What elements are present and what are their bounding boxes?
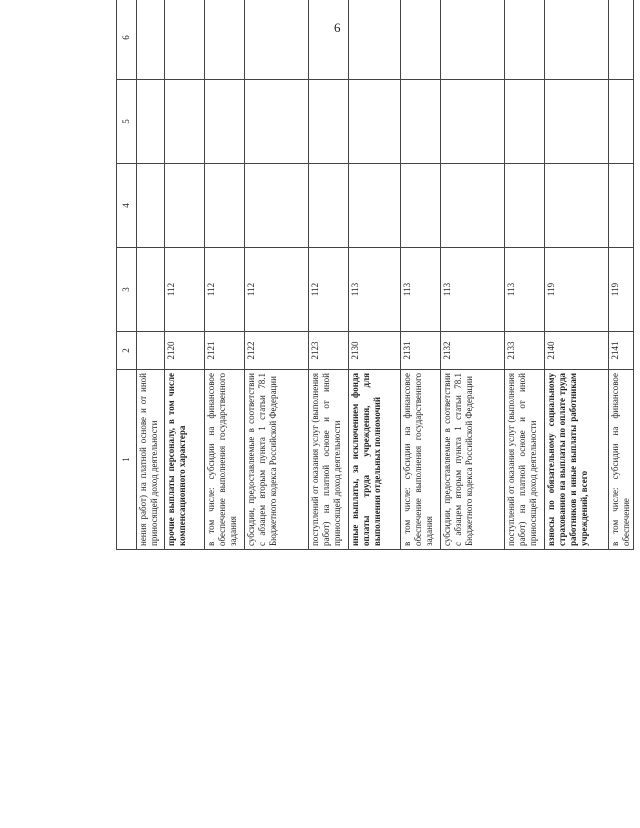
row-cell	[505, 164, 545, 248]
row-description	[349, 370, 401, 550]
table-row	[245, 0, 309, 550]
row-kbk: 113	[349, 248, 401, 332]
row-kbk: 113	[441, 248, 505, 332]
header-cell: 2	[117, 332, 137, 370]
row-cell	[309, 80, 349, 164]
row-description: в том числе: субсидии на финансовое обеспечение	[609, 370, 634, 550]
table-row	[205, 0, 245, 550]
row-code: 2131	[401, 332, 441, 370]
row-cell	[205, 164, 245, 248]
row-cell	[401, 164, 441, 248]
row-description: в том числе: субсидии на финансовое обеспечение выполнения государственного задания	[401, 370, 441, 550]
header-cell: 1	[117, 370, 137, 550]
row-code: 2122	[245, 332, 309, 370]
table-row	[309, 0, 349, 550]
row-cell	[245, 164, 309, 248]
table-row	[609, 0, 634, 550]
header-cell: 3	[117, 248, 137, 332]
table-body	[137, 0, 634, 550]
row-cell	[165, 164, 205, 248]
table-row	[349, 0, 401, 550]
row-code: 2133	[505, 332, 545, 370]
table-row	[441, 0, 505, 550]
row-kbk: 113	[401, 248, 441, 332]
row-kbk: 119	[609, 248, 634, 332]
row-kbk: 112	[205, 248, 245, 332]
row-code: 2121	[205, 332, 245, 370]
row-description	[165, 370, 205, 550]
row-cell	[441, 0, 505, 80]
row-description	[545, 370, 609, 550]
row-cell	[349, 0, 401, 80]
row-description: субсидии, предоставляемые в соответствии с абзацем вторым пункта 1 статьи 78.1 Бюджетного кодекса Российской Федерации	[245, 370, 309, 550]
financial-table	[116, 0, 634, 550]
row-cell	[609, 0, 634, 80]
row-description: нения работ) на платной основе и от иной приносящей доход деятельности	[137, 370, 165, 550]
table-row	[401, 0, 441, 550]
row-cell	[309, 164, 349, 248]
row-kbk: 112	[245, 248, 309, 332]
table-wrapper	[116, 35, 631, 824]
row-description-bold: прочие выплаты персоналу, в том числе компенсационного характера	[166, 373, 187, 546]
header-row	[117, 0, 137, 550]
row-cell	[609, 80, 634, 164]
row-description: поступлений от оказания услуг (выполнения работ) на платной основе и от иной приносящей доход деятельности	[505, 370, 545, 550]
row-code: 2132	[441, 332, 505, 370]
page-number: 6	[334, 20, 341, 35]
row-description: поступлений от оказания услуг (выполнения работ) на платной основе и от иной приносящей доход деятельности	[309, 370, 349, 550]
row-cell	[349, 164, 401, 248]
table-row	[137, 0, 165, 550]
row-cell	[609, 164, 634, 248]
row-description-bold: взносы по обязательному социальному страхованию на выплаты по оплате труда работников и иные выплаты работникам учреждений, всего	[546, 373, 589, 546]
table-row	[505, 0, 545, 550]
row-cell	[545, 164, 609, 248]
row-cell	[205, 0, 245, 80]
row-cell	[349, 80, 401, 164]
row-cell	[165, 0, 205, 80]
row-cell	[137, 80, 165, 164]
row-kbk: 113	[505, 248, 545, 332]
header-cell: 5	[117, 80, 137, 164]
row-cell	[545, 80, 609, 164]
row-cell	[441, 80, 505, 164]
row-cell	[505, 0, 545, 80]
row-cell	[137, 0, 165, 80]
row-cell	[165, 80, 205, 164]
table-row	[545, 0, 609, 550]
rotated-table	[116, 0, 631, 550]
row-cell	[401, 80, 441, 164]
row-description: субсидии, предоставляемые в соответствии с абзацем вторым пункта 1 статьи 78.1 Бюджетного кодекса Российской Федерации	[441, 370, 505, 550]
header-cell: 4	[117, 164, 137, 248]
row-cell	[245, 80, 309, 164]
row-cell	[309, 0, 349, 80]
row-description: в том числе: субсидии на финансовое обеспечение выполнения государственного задания	[205, 370, 245, 550]
row-code: 2141	[609, 332, 634, 370]
row-cell	[137, 164, 165, 248]
table-row	[165, 0, 205, 550]
row-code	[137, 332, 165, 370]
row-code: 2120	[165, 332, 205, 370]
row-description-bold: иные выплаты, за исключением фонда оплаты труда учреждения, для выполнения отдельных полномочий	[350, 373, 382, 546]
row-kbk	[137, 248, 165, 332]
row-cell	[205, 80, 245, 164]
row-code: 2140	[545, 332, 609, 370]
row-cell	[441, 164, 505, 248]
row-cell	[245, 0, 309, 80]
header-cell: 6	[117, 0, 137, 80]
row-kbk: 112	[309, 248, 349, 332]
row-cell	[401, 0, 441, 80]
row-cell	[505, 80, 545, 164]
row-code: 2130	[349, 332, 401, 370]
row-kbk: 112	[165, 248, 205, 332]
row-cell	[545, 0, 609, 80]
row-code: 2123	[309, 332, 349, 370]
row-kbk: 119	[545, 248, 609, 332]
